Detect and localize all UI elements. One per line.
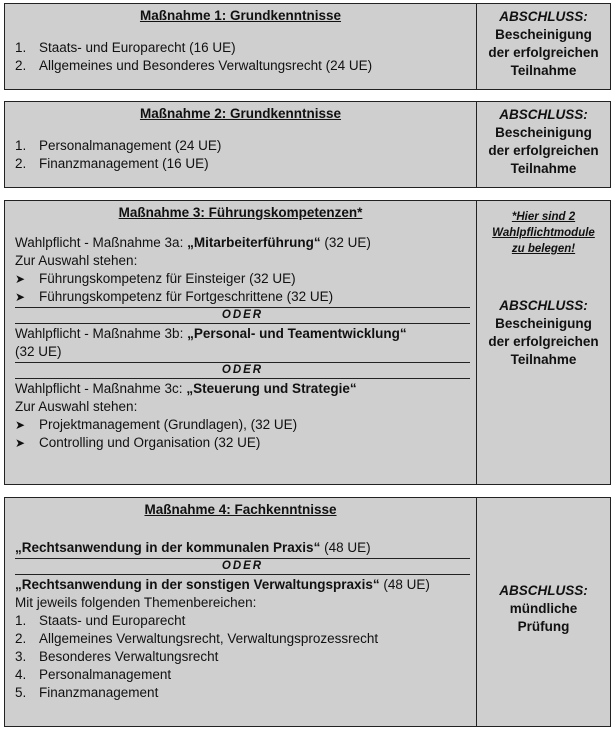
list-item: 2. Allgemeines Verwaltungsrecht, Verwaltungsprozessrecht	[15, 631, 379, 646]
abschluss-line: Teilnahme	[510, 63, 577, 78]
abschluss-line: der erfolgreichen	[488, 143, 599, 158]
massnahme-1-abschluss	[476, 4, 610, 89]
auswahl-label: Zur Auswahl stehen:	[15, 253, 138, 268]
list-item: 1. Personalmanagement (24 UE)	[15, 138, 222, 153]
arrow-icon: ➤	[15, 290, 26, 304]
list-item: 2. Finanzmanagement (16 UE)	[15, 156, 209, 171]
abschluss-line: Teilnahme	[510, 352, 577, 367]
abschluss-line: Bescheinigung	[495, 27, 592, 42]
wahlpflicht-3b: Wahlpflicht - Maßnahme 3b: „Personal- und Teamentwicklung“	[15, 326, 407, 341]
abschluss-line: der erfolgreichen	[488, 334, 599, 349]
arrow-icon: ➤	[15, 436, 26, 450]
list-item: ➤ Projektmanagement (Grundlagen), (32 UE)	[15, 417, 298, 432]
list-item: 1. Staats- und Europarecht	[15, 613, 186, 628]
list-item: 2. Allgemeines und Besonderes Verwaltungsrecht (24 UE)	[15, 58, 373, 73]
massnahme-2-box	[4, 101, 611, 188]
massnahme-1-content	[5, 4, 476, 89]
arrow-icon: ➤	[15, 418, 26, 432]
auswahl-label: Zur Auswahl stehen:	[15, 399, 138, 414]
massnahme-1-title: Maßnahme 1: Grundkenntnisse	[139, 8, 342, 23]
list-item: ➤ Führungskompetenz für Einsteiger (32 UE)	[15, 271, 296, 286]
rechtsanwendung-kommunal: „Rechtsanwendung in der kommunalen Praxis“ (48 UE)	[15, 540, 371, 555]
abschluss-line: der erfolgreichen	[488, 45, 599, 60]
wahlpflicht-note: *Hier sind 2 Wahlpflichtmodule zu belegen!	[492, 211, 595, 255]
abschluss-line: Prüfung	[517, 619, 570, 634]
oder-divider: ODER	[15, 362, 470, 379]
abschluss-label: ABSCHLUSS:	[499, 583, 588, 598]
abschluss-line: mündliche	[509, 601, 578, 616]
massnahme-4-abschluss	[476, 498, 610, 726]
oder-divider: ODER	[15, 558, 470, 575]
abschluss-label: ABSCHLUSS:	[499, 298, 588, 313]
abschluss-line: Teilnahme	[510, 161, 577, 176]
wahlpflicht-3b-ue: (32 UE)	[15, 344, 62, 359]
oder-divider: ODER	[15, 307, 470, 324]
abschluss-label: ABSCHLUSS:	[499, 9, 588, 24]
themen-label: Mit jeweils folgenden Themenbereichen:	[15, 595, 257, 610]
rechtsanwendung-sonstige: „Rechtsanwendung in der sonstigen Verwaltungspraxis“ (48 UE)	[15, 577, 430, 592]
massnahme-2-title: Maßnahme 2: Grundkenntnisse	[139, 106, 342, 121]
list-item: 3. Besonderes Verwaltungsrecht	[15, 649, 219, 664]
massnahme-2-abschluss	[476, 102, 610, 187]
massnahme-1-box	[4, 3, 611, 90]
massnahme-3-title: Maßnahme 3: Führungskompetenzen*	[118, 205, 363, 220]
massnahme-4-title: Maßnahme 4: Fachkenntnisse	[144, 502, 337, 517]
wahlpflicht-3c: Wahlpflicht - Maßnahme 3c: „Steuerung und Strategie“	[15, 381, 357, 396]
abschluss-line: Bescheinigung	[495, 316, 592, 331]
massnahme-2-content	[5, 102, 476, 187]
arrow-icon: ➤	[15, 272, 26, 286]
massnahme-3-box	[4, 200, 611, 485]
massnahme-3-abschluss	[476, 201, 610, 484]
list-item: ➤ Controlling und Organisation (32 UE)	[15, 435, 261, 450]
wahlpflicht-3a: Wahlpflicht - Maßnahme 3a: „Mitarbeiterführung“ (32 UE)	[15, 235, 371, 250]
abschluss-label: ABSCHLUSS:	[499, 107, 588, 122]
list-item: 5. Finanzmanagement	[15, 685, 159, 700]
list-item: 1. Staats- und Europarecht (16 UE)	[15, 40, 236, 55]
massnahme-4-box	[4, 497, 611, 727]
list-item: ➤ Führungskompetenz für Fortgeschrittene (32 UE)	[15, 289, 334, 304]
massnahme-3-content	[5, 201, 476, 484]
massnahme-4-content	[5, 498, 476, 726]
list-item: 4. Personalmanagement	[15, 667, 172, 682]
abschluss-line: Bescheinigung	[495, 125, 592, 140]
